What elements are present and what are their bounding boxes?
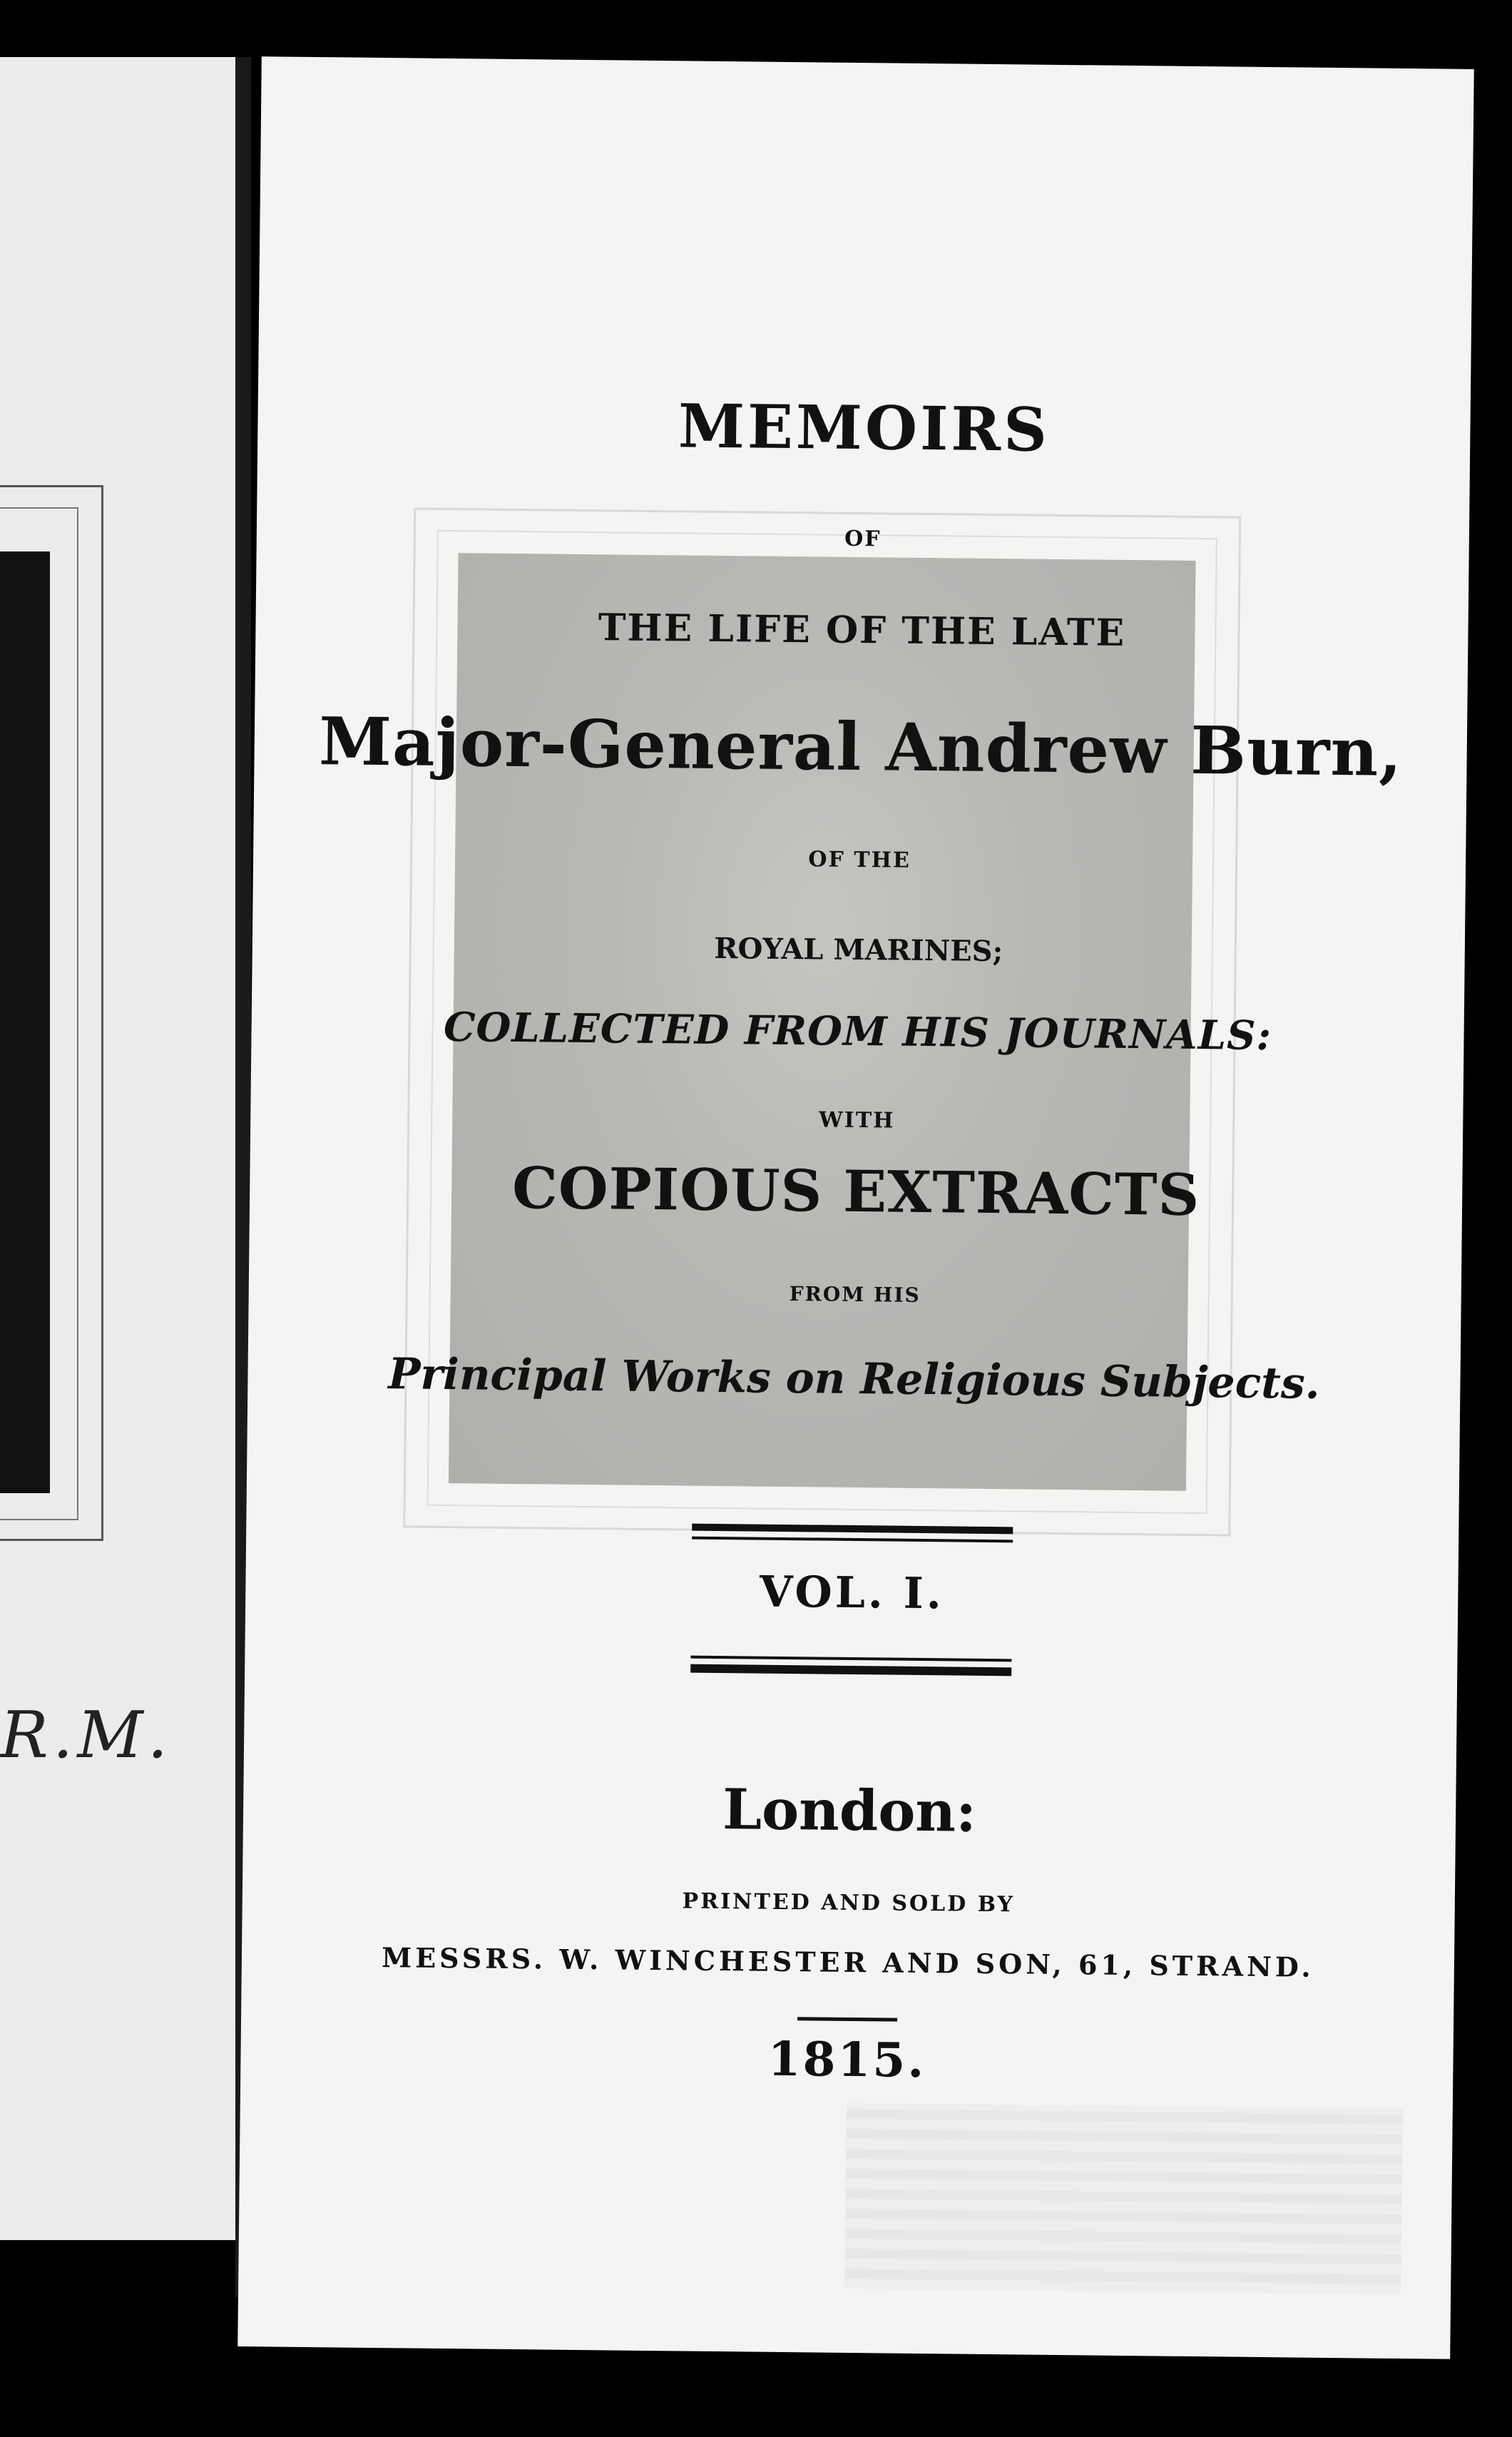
- frontispiece-frame: [0, 485, 103, 1541]
- title-copious-extracts: COPIOUS EXTRACTS: [511, 1154, 1200, 1229]
- title-memoirs: MEMOIRS: [678, 390, 1051, 465]
- imprint-publisher: MESSRS. W. WINCHESTER AND SON, 61, STRAND.: [381, 1941, 1314, 1983]
- facing-page: [0, 57, 238, 2240]
- subject-name: Major-General Andrew Burn,: [318, 703, 1403, 791]
- title-of: OF: [844, 526, 882, 552]
- volume-number: VOL. I.: [759, 1567, 945, 1619]
- double-rule-bottom-thin: [690, 1656, 1011, 1662]
- title-from-his: FROM HIS: [789, 1282, 921, 1307]
- title-of-the: OF THE: [808, 847, 911, 873]
- frontispiece-portrait: [0, 551, 50, 1493]
- title-collected: COLLECTED FROM HIS JOURNALS:: [443, 1003, 1272, 1060]
- imprint-place: London:: [722, 1777, 977, 1845]
- title-with: WITH: [818, 1107, 895, 1134]
- frontispiece-caption: R.M.: [0, 1698, 173, 1773]
- title-royal-marines: ROYAL MARINES;: [713, 931, 1003, 969]
- double-rule-bottom-thick: [690, 1664, 1011, 1677]
- imprint-rule: [797, 2017, 897, 2021]
- library-stamp: [844, 2103, 1403, 2294]
- title-life-of-the-late: THE LIFE OF THE LATE: [598, 606, 1126, 655]
- frontispiece-inner-frame: [0, 507, 78, 1520]
- title-principal-works: Principal Works on Religious Subjects.: [388, 1349, 1320, 1409]
- double-rule-top-thin: [692, 1537, 1013, 1543]
- title-page: [237, 56, 1474, 2359]
- imprint-printed-by: PRINTED AND SOLD BY: [682, 1888, 1016, 1918]
- imprint-year: 1815.: [767, 2030, 926, 2089]
